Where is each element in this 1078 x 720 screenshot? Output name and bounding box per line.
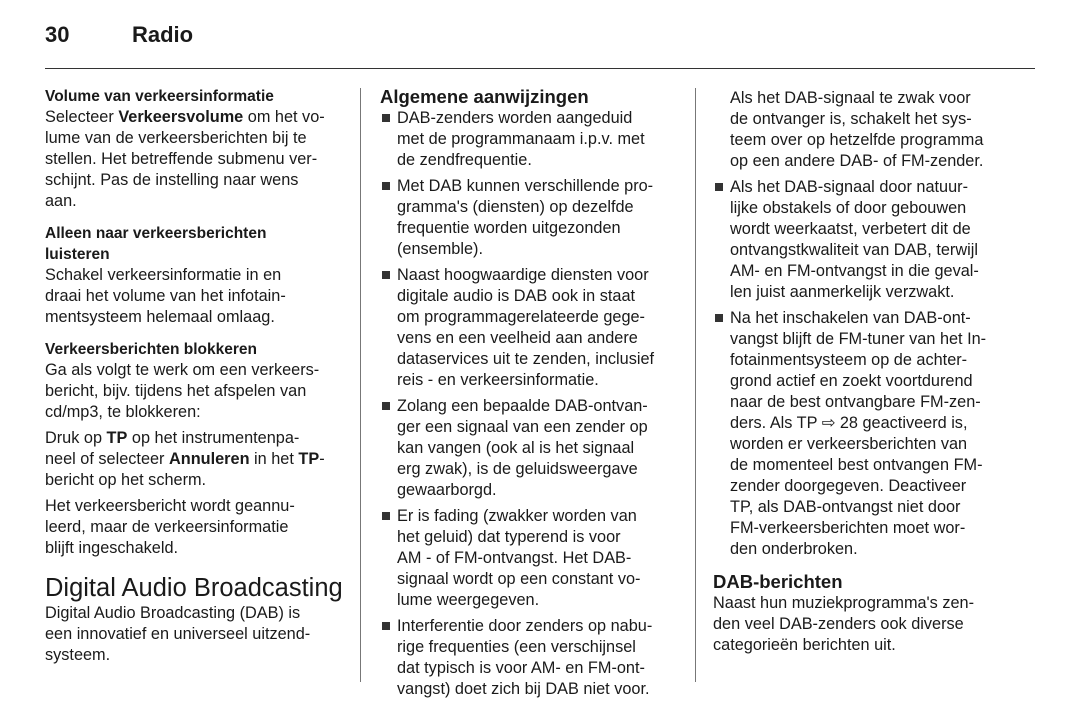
text-line: Ga als volgt te werk om een verkeers- — [45, 361, 320, 379]
text-line: Alleen naar verkeersberichten — [45, 225, 267, 242]
text-line: zender doorgegeven. Deactiveer — [730, 477, 967, 495]
bullet-item — [380, 616, 685, 700]
bullet-item — [380, 176, 685, 260]
text-line: mentsysteem helemaal omlaag. — [45, 308, 275, 326]
text-line: stellen. Het betreffende submenu ver- — [45, 150, 318, 168]
paragraph — [45, 496, 350, 559]
bullet-square-icon — [382, 271, 390, 279]
text-line: den veel DAB-zenders ook diverse — [713, 615, 964, 633]
text-line: systeem. — [45, 646, 111, 664]
bullet-square-icon — [382, 402, 390, 410]
text-line: digitale audio is DAB ook in staat — [397, 287, 636, 305]
subheading — [45, 86, 350, 107]
text-line: Selecteer Verkeersvolume om het vo- — [45, 108, 325, 126]
paragraph — [713, 593, 1033, 656]
text-line: frequentie worden uitgezonden — [397, 219, 621, 237]
paragraph — [45, 107, 350, 212]
bullet-continuation — [713, 88, 1033, 172]
text-line: fotainmentsysteem op de achter- — [730, 351, 968, 369]
text-line: een innovatief en universeel uitzend- — [45, 625, 311, 643]
paragraph — [45, 603, 350, 666]
column-middle — [380, 86, 685, 705]
text-line: op een andere DAB- of FM-zender. — [730, 152, 984, 170]
text-line: cd/mp3, te blokkeren: — [45, 403, 201, 421]
column-divider — [360, 88, 361, 682]
text-line: lijke obstakels of door gebouwen — [730, 199, 967, 217]
chapter-title: Radio — [132, 22, 194, 47]
heading — [380, 86, 685, 108]
page-number: 30 — [45, 22, 70, 47]
text-line: signaal wordt op een constant vo- — [397, 570, 641, 588]
text-line: AM - of FM-ontvangst. Het DAB- — [397, 549, 632, 567]
text-line: vangst) doet zich bij DAB niet voor. — [397, 680, 650, 698]
text-line: DAB-berichten — [713, 571, 843, 592]
text-line: FM-verkeersberichten moet wor- — [730, 519, 966, 537]
bullet-item — [713, 308, 1033, 560]
text-line: neel of selecteer Annuleren in het TP- — [45, 450, 325, 468]
text-line: TP, als DAB-ontvangst niet door — [730, 498, 961, 516]
text-line: Als het DAB-signaal door natuur- — [730, 178, 969, 196]
text-line: gramma's (diensten) op dezelfde — [397, 198, 634, 216]
text-line: Schakel verkeersinformatie in en — [45, 266, 282, 284]
bullet-square-icon — [382, 114, 390, 122]
paragraph — [45, 428, 350, 491]
text-line: aan. — [45, 192, 77, 210]
text-line: Interferentie door zenders op nabu- — [397, 617, 653, 635]
bullet-square-icon — [382, 182, 390, 190]
paragraph — [45, 360, 350, 423]
text-line: AM- en FM-ontvangst in die geval- — [730, 262, 979, 280]
text-line: dat typisch is voor AM- en FM-ont- — [397, 659, 645, 677]
header-rule — [45, 68, 1035, 69]
text-line: blijft ingeschakeld. — [45, 539, 179, 557]
column-left — [45, 86, 350, 671]
paragraph — [45, 265, 350, 328]
bullet-square-icon — [715, 314, 723, 322]
text-line: Druk op TP op het instrumentenpa- — [45, 429, 300, 447]
text-line: Naast hun muziekprogramma's zen- — [713, 594, 975, 612]
text-line: vens en een veelheid aan andere — [397, 329, 638, 347]
text-line: ders. Als TP ⇨ 28 geactiveerd is, — [730, 414, 968, 432]
text-line: Als het DAB-signaal te zwak voor — [730, 89, 971, 107]
text-line: Digital Audio Broadcasting (DAB) is — [45, 604, 301, 622]
text-line: Algemene aanwijzingen — [380, 86, 589, 107]
text-line: (ensemble). — [397, 240, 483, 258]
text-line: schijnt. Pas de instelling naar wens — [45, 171, 299, 189]
text-line: Naast hoogwaardige diensten voor — [397, 266, 649, 284]
bullet-item — [380, 108, 685, 171]
text-line: categorieën berichten uit. — [713, 636, 896, 654]
heading — [713, 571, 1033, 593]
text-line: Digital Audio Broadcasting — [45, 574, 343, 602]
text-line: den onderbroken. — [730, 540, 858, 558]
text-line: met de programmanaam i.p.v. met — [397, 130, 645, 148]
bullet-item — [380, 265, 685, 391]
text-line: worden er verkeersberichten van — [730, 435, 968, 453]
text-line: wordt weerkaatst, verbetert dit de — [730, 220, 971, 238]
text-line: de momenteel best ontvangen FM- — [730, 456, 983, 474]
text-line: len juist aanmerkelijk verzwakt. — [730, 283, 955, 301]
text-line: luisteren — [45, 246, 110, 263]
column-right — [713, 88, 1033, 661]
text-line: gewaarborgd. — [397, 481, 497, 499]
text-line: de zendfrequentie. — [397, 151, 532, 169]
bullet-item — [380, 506, 685, 611]
text-line: de ontvanger is, schakelt het sys- — [730, 110, 972, 128]
text-line: Het verkeersbericht wordt geannu- — [45, 497, 295, 515]
section-heading — [45, 573, 350, 603]
text-line: leerd, maar de verkeersinformatie — [45, 518, 289, 536]
text-line: reis - en verkeersinformatie. — [397, 371, 599, 389]
bullet-square-icon — [382, 622, 390, 630]
text-line: bericht op het scherm. — [45, 471, 207, 489]
text-line: naar de best ontvangbare FM-zen- — [730, 393, 981, 411]
text-line: bericht, bijv. tijdens het afspelen van — [45, 382, 307, 400]
subheading — [45, 223, 350, 265]
text-line: ontvangstkwaliteit van DAB, terwijl — [730, 241, 978, 259]
text-line: vangst blijft de FM-tuner van het In- — [730, 330, 987, 348]
text-line: dataservices uit te zenden, inclusief — [397, 350, 655, 368]
text-line: Na het inschakelen van DAB-ont- — [730, 309, 971, 327]
text-line: Met DAB kunnen verschillende pro- — [397, 177, 654, 195]
bullet-item — [380, 396, 685, 501]
bullet-square-icon — [382, 512, 390, 520]
text-line: rige frequenties (een verschijnsel — [397, 638, 636, 656]
text-line: erg zwak), is de geluidsweergave — [397, 460, 638, 478]
text-line: DAB-zenders worden aangeduid — [397, 109, 633, 127]
text-line: teem over op hetzelfde programma — [730, 131, 984, 149]
column-divider — [695, 88, 696, 682]
text-line: lume van de verkeersberichten bij te — [45, 129, 307, 147]
text-line: Verkeersberichten blokkeren — [45, 341, 257, 358]
text-line: kan vangen (ook al is het signaal — [397, 439, 635, 457]
bullet-item — [713, 177, 1033, 303]
text-line: lume weergegeven. — [397, 591, 540, 609]
text-line: Er is fading (zwakker worden van — [397, 507, 637, 525]
text-line: draai het volume van het infotain- — [45, 287, 286, 305]
text-line: om programmagerelateerde gege- — [397, 308, 645, 326]
text-line: ger een signaal van een zender op — [397, 418, 648, 436]
subheading — [45, 339, 350, 360]
bullet-square-icon — [715, 183, 723, 191]
text-line: grond actief en zoekt voortdurend — [730, 372, 973, 390]
text-line: het geluid) dat typerend is voor — [397, 528, 621, 546]
text-line: Zolang een bepaalde DAB-ontvan- — [397, 397, 648, 415]
text-line: Volume van verkeersinformatie — [45, 88, 274, 105]
